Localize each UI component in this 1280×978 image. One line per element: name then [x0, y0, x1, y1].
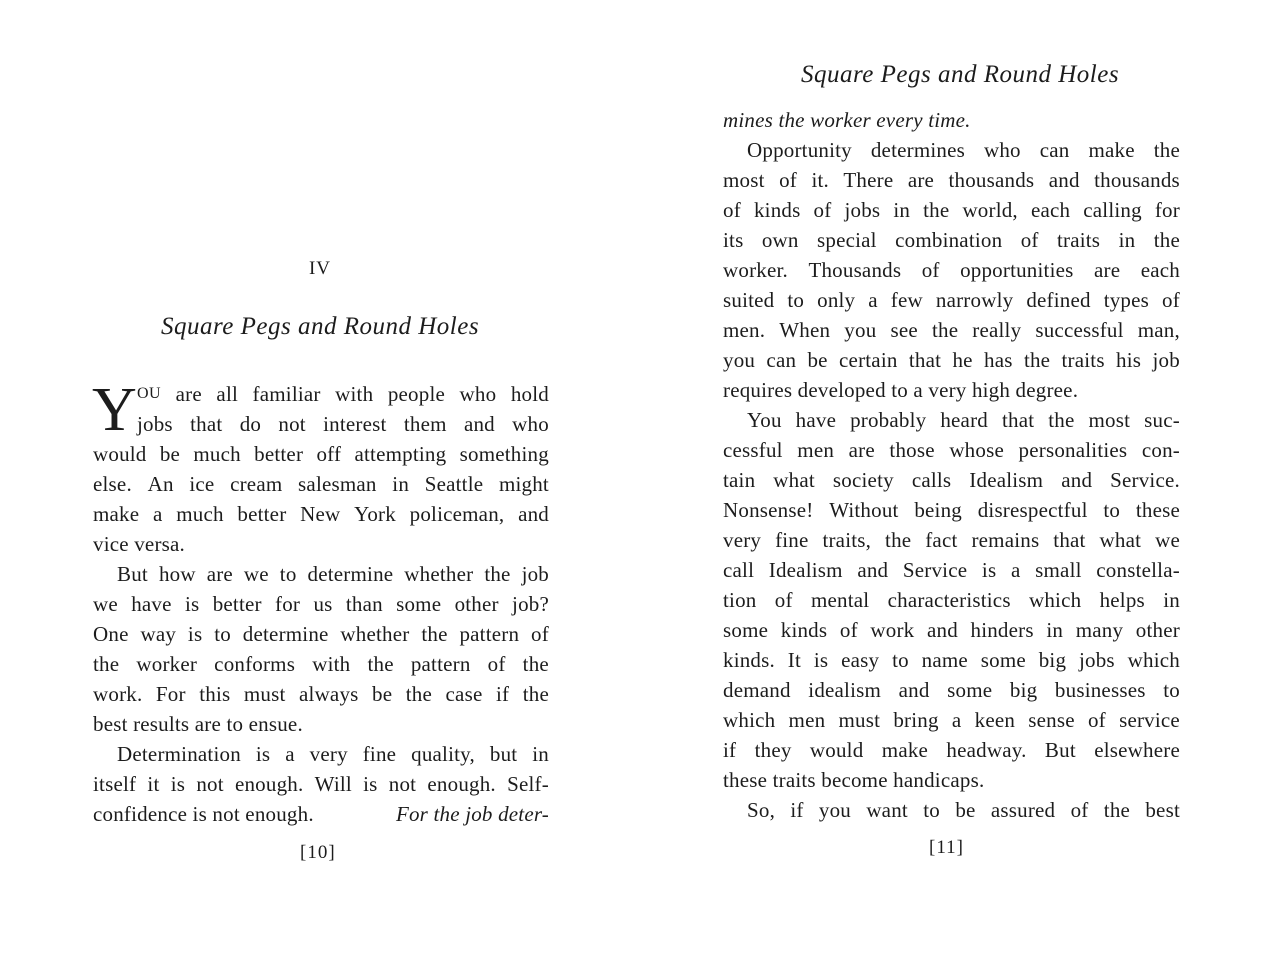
body-line: would be much better off attempting something — [93, 442, 549, 466]
body-line: else. An ice cream salesman in Seattle might — [93, 472, 549, 496]
body-line: You have probably heard that the most suc- — [747, 408, 1180, 432]
body-line: confidence is not enough. For the job deter- — [93, 802, 549, 826]
body-line: you can be certain that he has the traits his job — [723, 348, 1180, 372]
body-line: kinds. It is easy to name some big jobs which — [723, 648, 1180, 672]
running-head: Square Pegs and Round Holes — [800, 61, 1120, 88]
body-line: Opportunity determines who can make the — [747, 138, 1180, 162]
body-line: make a much better New York policeman, and — [93, 502, 549, 526]
body-line: most of it. There are thousands and thousands — [723, 168, 1180, 192]
chapter-number: IV — [308, 258, 332, 279]
body-line: if they would make headway. But elsewhere — [723, 738, 1180, 762]
body-line: demand idealism and some big businesses to — [723, 678, 1180, 702]
body-line: But how are we to determine whether the job — [117, 562, 549, 586]
body-line: itself it is not enough. Will is not enough. Self- — [93, 772, 549, 796]
body-line: suited to only a few narrowly defined types of — [723, 288, 1180, 312]
body-line: mines the worker every time. — [723, 108, 971, 132]
body-line: cessful men are those whose personalities con- — [723, 438, 1180, 462]
body-line: worker. Thousands of opportunities are each — [723, 258, 1180, 282]
body-line: very fine traits, the fact remains that what we — [723, 528, 1180, 552]
body-line: requires developed to a very high degree. — [723, 378, 1079, 402]
body-line: OU are all familiar with people who hold — [137, 382, 549, 406]
body-line: So, if you want to be assured of the best — [747, 798, 1180, 822]
body-line: best results are to ensue. — [93, 712, 303, 736]
drop-cap: Y — [92, 376, 137, 444]
body-line: of kinds of jobs in the world, each calling for — [723, 198, 1180, 222]
page-number-left: [10] — [300, 842, 336, 863]
page-number-right: [11] — [929, 837, 964, 858]
body-line: which men must bring a keen sense of service — [723, 708, 1180, 732]
body-line: work. For this must always be the case if the — [93, 682, 549, 706]
chapter-title: Square Pegs and Round Holes — [160, 313, 480, 340]
body-line: Determination is a very fine quality, but in — [117, 742, 549, 766]
body-line: One way is to determine whether the pattern of — [93, 622, 549, 646]
body-line: Nonsense! Without being disrespectful to these — [723, 498, 1180, 522]
body-line: call Idealism and Service is a small constella- — [723, 558, 1180, 582]
body-line: men. When you see the really successful man, — [723, 318, 1180, 342]
body-line: tion of mental characteristics which helps in — [723, 588, 1180, 612]
body-line: the worker conforms with the pattern of the — [93, 652, 549, 676]
body-line: vice versa. — [93, 532, 185, 556]
body-line: these traits become handicaps. — [723, 768, 985, 792]
body-line: its own special combination of traits in the — [723, 228, 1180, 252]
body-line: tain what society calls Idealism and Service. — [723, 468, 1180, 492]
body-line: we have is better for us than some other job? — [93, 592, 549, 616]
body-line: some kinds of work and hinders in many other — [723, 618, 1180, 642]
body-line: jobs that do not interest them and who — [137, 412, 549, 436]
